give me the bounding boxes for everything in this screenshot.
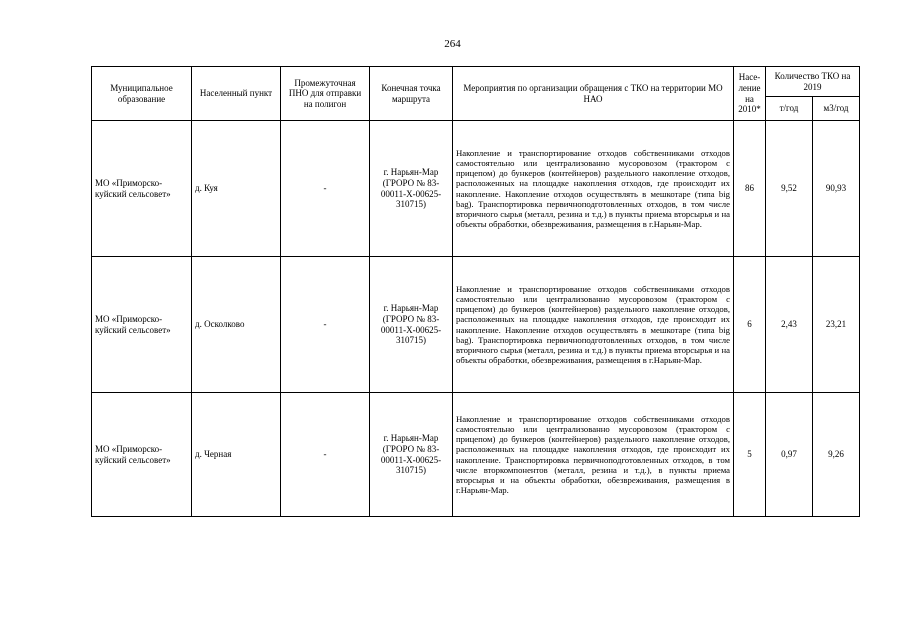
- municipality-cell: МО «Приморско-куйский сельсовет»: [92, 121, 192, 257]
- table-row: [92, 393, 860, 517]
- endpoint-cell: г. Нарьян-Мар (ГРОРО № 83-00011-Х-00625-310715): [370, 257, 453, 393]
- header-municipality: Муниципальное образование: [92, 67, 192, 121]
- tko-tonnes-cell: 0,97: [766, 393, 813, 517]
- header-population: Насе-ление на 2010*: [734, 67, 766, 121]
- population-cell: 6: [734, 257, 766, 393]
- settlement-cell: д. Осколково: [192, 257, 281, 393]
- settlement-cell: д. Черная: [192, 393, 281, 517]
- tko-cubic-cell: 90,93: [813, 121, 860, 257]
- intermediate-cell: -: [281, 121, 370, 257]
- intermediate-cell: -: [281, 393, 370, 517]
- tko-tonnes-cell: 2,43: [766, 257, 813, 393]
- measures-cell: Накопление и транспортирование отходов собственниками отходов самостоятельно или централизованно мусоровозом (трактором с прицепом) до бункеров (контейнеров) раздельного накопление отходов, расположенных на площадке накопления отходов, где происходит их накопление. Накопление отходов осуществлять в мешкотаре (типа big bag). Транспортировка первичноподготовленных отходов, в том числе вторичного сырья (металл, резина и т.д.) в пункты приема вторсырья и на объекты обработки, обезвреживания, размещения в г.Нарьян-Мар.: [453, 257, 734, 393]
- tko-cubic-cell: 9,26: [813, 393, 860, 517]
- endpoint-cell: г. Нарьян-Мар (ГРОРО № 83-00011-Х-00625-310715): [370, 393, 453, 517]
- waste-management-table: [91, 66, 860, 517]
- header-tko-tonnes: т/год: [766, 97, 813, 121]
- header-measures: Мероприятия по организации обращения с ТКО на территории МО НАО: [453, 67, 734, 121]
- header-settlement: Населенный пункт: [192, 67, 281, 121]
- table-row: [92, 121, 860, 257]
- table-row: [92, 257, 860, 393]
- header-row: [92, 67, 860, 97]
- municipality-cell: МО «Приморско-куйский сельсовет»: [92, 257, 192, 393]
- page-number: 264: [444, 38, 461, 50]
- header-tko-cubic: м3/год: [813, 97, 860, 121]
- endpoint-cell: г. Нарьян-Мар (ГРОРО № 83-00011-Х-00625-310715): [370, 121, 453, 257]
- measures-cell: Накопление и транспортирование отходов собственниками отходов самостоятельно или централизованно мусоровозом (трактором с прицепом) до бункеров (контейнеров) раздельного накопление отходов, расположенных на площадке накопления отходов, где происходит их накопление. Транспортировка первичноподготовленных отходов, в том числе вторкомпонентов (металл, резина и т.д.), в пункты приема вторсырья и на объекты обработки, обезвреживания, размещения в г.Нарьян-Мар.: [453, 393, 734, 517]
- tko-cubic-cell: 23,21: [813, 257, 860, 393]
- header-intermediate: Промежуточная ПНО для отправки на полигон: [281, 67, 370, 121]
- header-endpoint: Конечная точка маршрута: [370, 67, 453, 121]
- population-cell: 86: [734, 121, 766, 257]
- tko-tonnes-cell: 9,52: [766, 121, 813, 257]
- measures-cell: Накопление и транспортирование отходов собственниками отходов самостоятельно или централизованно мусоровозом (трактором с прицепом) до бункеров (контейнеров) раздельного накопление отходов, расположенных на площадке накопления отходов, где происходит их накопление. Накопление отходов осуществлять в мешкотаре (типа big bag). Транспортировка первичноподготовленных отходов, в том числе вторичного сырья (металл, резина и т.д.) в пункты приема вторсырья и на объекты обработки, обезвреживания, размещения в г.Нарьян-Мар.: [453, 121, 734, 257]
- header-tko-total: Количество ТКО на 2019: [766, 67, 860, 97]
- municipality-cell: МО «Приморско-куйский сельсовет»: [92, 393, 192, 517]
- settlement-cell: д. Куя: [192, 121, 281, 257]
- population-cell: 5: [734, 393, 766, 517]
- intermediate-cell: -: [281, 257, 370, 393]
